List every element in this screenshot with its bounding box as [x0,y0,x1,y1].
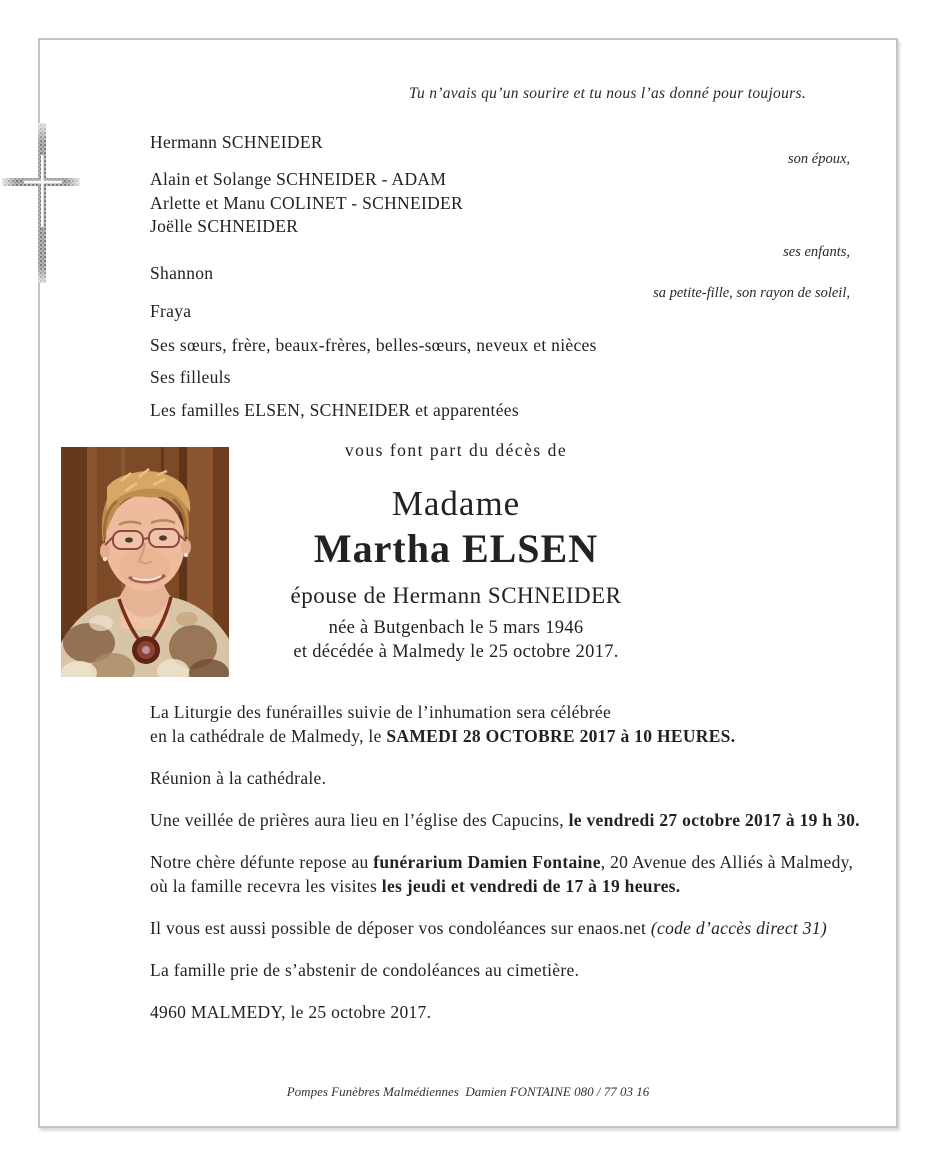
funeral-datetime: SAMEDI 28 OCTOBRE 2017 à 10 HEURES. [386,726,736,746]
repose-paragraph: Notre chère défunte repose au funérarium Damien Fontaine, 20 Avenue des Alliés à Malmedy, où la famille recevra les visites les jeudi et vendredi de 17 à 19 heures. [150,852,854,896]
reunion-paragraph: Réunion à la cathédrale. [150,768,327,788]
family-member-fraya: Fraya [150,301,192,321]
vigil-datetime: le vendredi 27 octobre 2017 à 19 h 30. [568,810,860,830]
vigil-paragraph: Une veillée de prières aura lieu en l’église des Capucins, le vendredi 27 octobre 2017 à 19 h 30. [150,810,860,830]
relation-label-granddaughter: sa petite-fille, son rayon de soleil, [653,285,850,301]
cross-icon [0,120,92,288]
birth-line: née à Butgenbach le 5 mars 1946 [328,618,584,638]
family-member-child: Joëlle SCHNEIDER [150,216,299,236]
announcement-intro: vous font part du décès de [344,440,568,460]
relation-label-husband: son époux, [787,151,850,167]
family-member-granddaughter: Shannon [150,263,214,283]
city-date-line: 4960 MALMEDY, le 25 octobre 2017. [150,1002,432,1022]
funerarium-name: funérarium Damien Fontaine [373,852,601,872]
deceased-title: Madame [391,484,521,523]
death-line: et décédée à Malmedy le 25 octobre 2017. [293,641,619,662]
family-member-husband: Hermann SCHNEIDER [150,132,323,152]
funeral-details [150,700,866,1042]
access-code: (code d’accès direct 31) [650,918,827,938]
mourning-card-sheet [38,38,898,1128]
deceased-spouse-line: épouse de Hermann SCHNEIDER [290,583,622,608]
funeral-home-footer: Pompes Funèbres Malmédiennes Damien FONTAINE 080 / 77 03 16 [286,1084,650,1099]
abstain-paragraph: La famille prie de s’abstenir de condoléances au cimetière. [150,960,580,980]
visit-hours: les jeudi et vendredi de 17 à 19 heures. [381,876,681,896]
family-member-child: Alain et Solange SCHNEIDER - ADAM [150,169,447,189]
family-extended-line: Les familles ELSEN, SCHNEIDER et apparentées [150,400,519,420]
family-member-child: Arlette et Manu COLINET - SCHNEIDER [150,193,463,213]
family-siblings-line: Ses sœurs, frère, beaux-frères, belles-sœurs, neveux et nièces [150,335,597,355]
memorial-quote: Tu n’avais qu’un sourire et tu nous l’as donné pour toujours. [408,85,806,102]
deceased-dates [40,617,872,664]
deceased-name: Martha ELSEN [313,526,599,571]
condolences-paragraph: Il vous est aussi possible de déposer vos condoléances sur enaos.net (code d’accès direct 31) [150,918,827,938]
liturgy-paragraph: La Liturgie des funérailles suivie de l’inhumation sera célébrée en la cathédrale de Malmedy, le SAMEDI 28 OCTOBRE 2017 à 10 HEURES. [150,702,736,746]
family-godchildren-line: Ses filleuls [150,367,231,387]
relation-label-children: ses enfants, [783,244,850,260]
